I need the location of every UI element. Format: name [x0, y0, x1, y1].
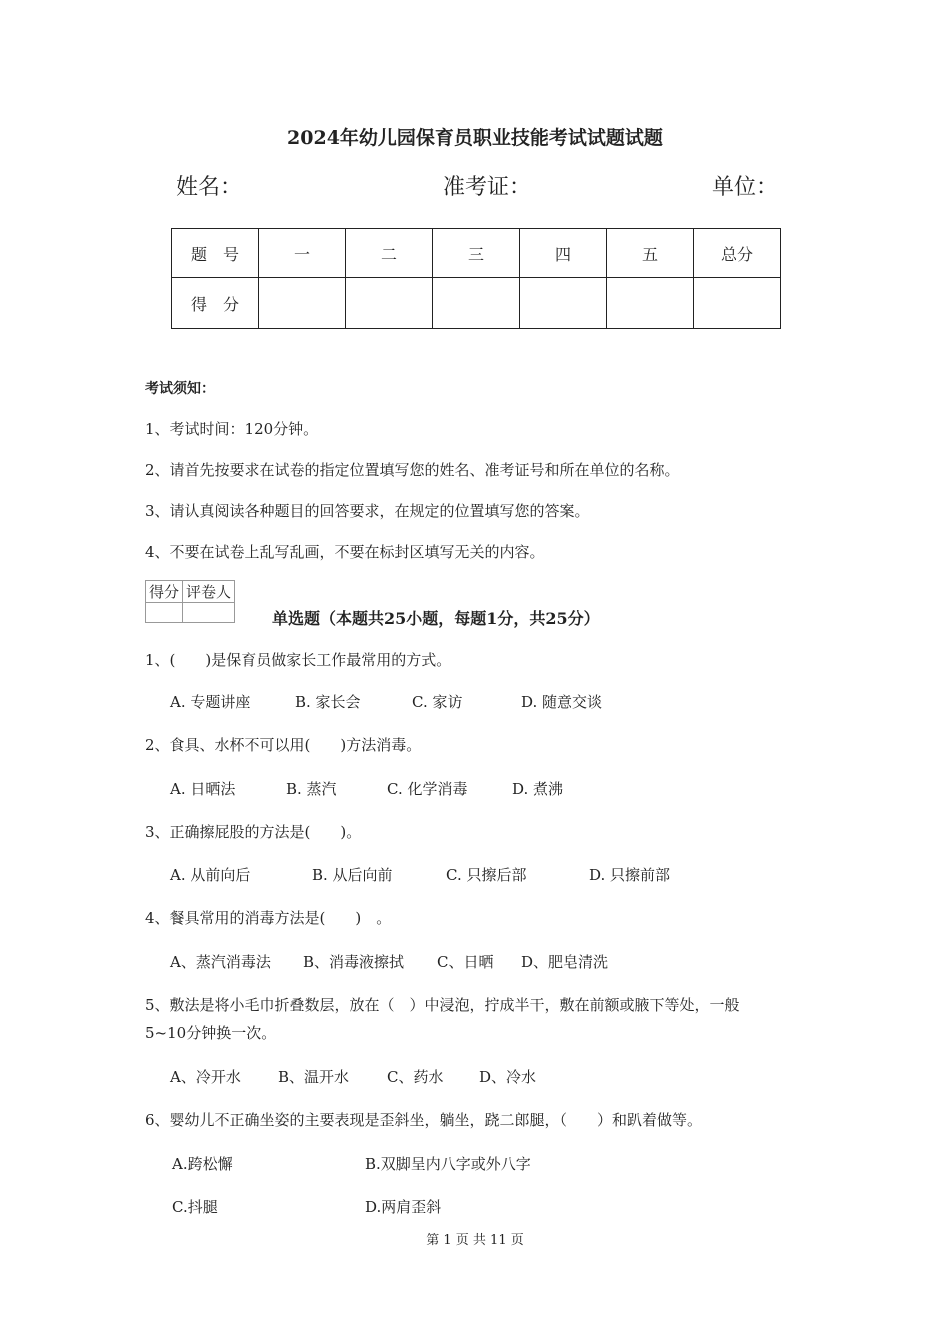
score-cell[interactable]	[607, 278, 694, 329]
option[interactable]: C、药水	[387, 1068, 444, 1086]
score-table-header-row	[172, 229, 781, 278]
option[interactable]: C. 家访	[412, 693, 463, 711]
option[interactable]: B. 蒸汽	[286, 780, 337, 798]
score-cell: 五	[607, 229, 694, 278]
option[interactable]: A. 专题讲座	[170, 693, 251, 711]
score-table-score-row	[172, 278, 781, 329]
question-stem: 5、敷法是将小毛巾折叠数层，放在（ ）中浸泡，拧成半干，敷在前额或腋下等处，一般	[145, 996, 740, 1014]
question-stem: 3、正确擦屁股的方法是( )。	[145, 823, 362, 841]
score-cell: 得 分	[172, 278, 259, 329]
grader-name-cell[interactable]	[183, 603, 235, 623]
option[interactable]: D、冷水	[479, 1068, 537, 1086]
option[interactable]: C. 只擦后部	[446, 866, 527, 884]
grader-score-cell[interactable]	[146, 603, 183, 623]
option[interactable]: C. 化学消毒	[387, 780, 468, 798]
score-cell: 三	[433, 229, 520, 278]
option[interactable]: D. 随意交谈	[521, 693, 603, 711]
question-stem: 6、婴幼儿不正确坐姿的主要表现是歪斜坐，躺坐，跷二郎腿，（ ）和趴着做等。	[145, 1111, 703, 1129]
option[interactable]: B.双脚呈内八字或外八字	[365, 1155, 531, 1173]
score-table	[171, 228, 781, 329]
option[interactable]: D. 只擦前部	[589, 866, 671, 884]
option[interactable]: A、蒸汽消毒法	[170, 953, 271, 971]
notice-item: 2、请首先按要求在试卷的指定位置填写您的姓名、准考证号和所在单位的名称。	[145, 461, 680, 479]
score-cell: 一	[259, 229, 346, 278]
exam-id-label: 准考证：	[443, 175, 532, 200]
score-cell: 总分	[694, 229, 781, 278]
notice-item: 1、考试时间：120分钟。	[145, 420, 319, 438]
page-title: 2024年幼儿园保育员职业技能考试试题试题	[287, 127, 663, 149]
question-stem-continued: 5~10分钟换一次。	[145, 1024, 277, 1042]
option[interactable]: B、消毒液擦拭	[303, 953, 405, 971]
option[interactable]: A. 从前向后	[170, 866, 251, 884]
question-stem: 2、食具、水杯不可以用( )方法消毒。	[145, 736, 422, 754]
option[interactable]: C.抖腿	[172, 1198, 218, 1216]
unit-label: 单位：	[712, 175, 779, 200]
question-stem: 1、( )是保育员做家长工作最常用的方式。	[145, 651, 452, 669]
notice-item: 3、请认真阅读各种题目的回答要求，在规定的位置填写您的答案。	[145, 502, 590, 520]
notice-heading: 考试须知：	[145, 381, 215, 397]
score-cell[interactable]	[433, 278, 520, 329]
option[interactable]: B. 家长会	[295, 693, 361, 711]
grader-name-label: 评卷人	[183, 581, 235, 603]
score-cell: 二	[346, 229, 433, 278]
option[interactable]: A、冷开水	[170, 1068, 241, 1086]
option[interactable]: A.跨松懈	[172, 1155, 233, 1173]
section-title: 单选题（本题共25小题，每题1分，共25分）	[272, 609, 600, 628]
page-footer: 第 1 页 共 11 页	[426, 1233, 524, 1248]
option[interactable]: D. 煮沸	[512, 780, 564, 798]
notice-item: 4、不要在试卷上乱写乱画，不要在标封区填写无关的内容。	[145, 543, 545, 561]
question-stem: 4、餐具常用的消毒方法是( ) 。	[145, 909, 392, 927]
option[interactable]: A. 日晒法	[170, 780, 236, 798]
name-label: 姓名：	[176, 175, 243, 200]
option[interactable]: D.两肩歪斜	[365, 1198, 442, 1216]
grader-box	[145, 580, 235, 623]
option[interactable]: B、温开水	[278, 1068, 350, 1086]
score-cell[interactable]	[520, 278, 607, 329]
option[interactable]: D、肥皂清洗	[521, 953, 609, 971]
score-cell: 题 号	[172, 229, 259, 278]
score-cell: 四	[520, 229, 607, 278]
score-cell[interactable]	[259, 278, 346, 329]
grader-score-label: 得分	[146, 581, 183, 603]
score-cell[interactable]	[694, 278, 781, 329]
option[interactable]: C、日晒	[437, 953, 494, 971]
score-cell[interactable]	[346, 278, 433, 329]
option[interactable]: B. 从后向前	[312, 866, 393, 884]
